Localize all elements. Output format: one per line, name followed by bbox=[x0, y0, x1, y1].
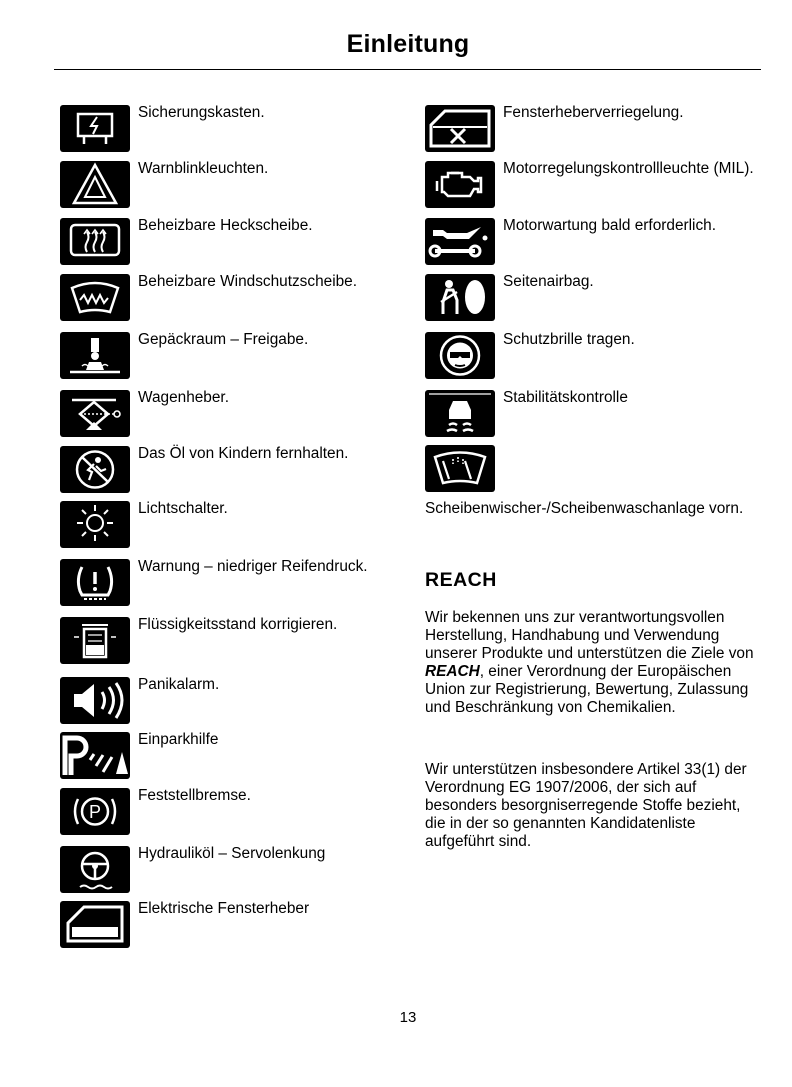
power-windows-icon bbox=[60, 901, 130, 948]
list-item bbox=[60, 901, 393, 948]
item-label: Stabilitätskontrolle bbox=[503, 389, 628, 406]
item-label: Warnblinkleuchten. bbox=[138, 160, 269, 177]
hazard-warning-icon bbox=[60, 161, 130, 208]
power-steering-fluid-icon bbox=[60, 846, 130, 893]
reach-paragraph-2: Wir unterstützen insbesondere Artikel 33(1) der Verordnung EG 1907/2006, der sich auf besonders besorgniserregende Stoffe bezieht, die in der so genannten Kandidatenliste aufgeführt sind. bbox=[425, 761, 747, 850]
item-label: Beheizbare Heckscheibe. bbox=[138, 217, 313, 234]
list-item bbox=[425, 218, 763, 265]
reach-para1-text-end: , einer Verordnung der Europäischen Union zur Registrierung, Bewertung, Zulassung und Beschränkung von Chemikalien. bbox=[425, 663, 749, 716]
list-item bbox=[425, 161, 763, 208]
list-item bbox=[60, 218, 393, 265]
list-item bbox=[425, 390, 763, 437]
engine-service-icon bbox=[425, 218, 495, 265]
svg-text:P: P bbox=[88, 802, 102, 822]
list-item bbox=[60, 161, 393, 208]
item-label: Seitenairbag. bbox=[503, 273, 594, 290]
list-item bbox=[425, 274, 763, 321]
title-divider bbox=[54, 69, 761, 70]
safety-glasses-icon bbox=[425, 332, 495, 379]
parking-brake-icon bbox=[60, 788, 130, 835]
list-item bbox=[60, 274, 393, 321]
list-item bbox=[425, 332, 763, 379]
item-label: Das Öl von Kindern fernhalten. bbox=[138, 445, 349, 462]
trunk-release-icon bbox=[60, 332, 130, 379]
list-item bbox=[60, 732, 393, 779]
list-item bbox=[60, 617, 393, 664]
list-item bbox=[60, 105, 393, 152]
item-label: Motorwartung bald erforderlich. bbox=[503, 217, 717, 234]
page-title: Einleitung bbox=[346, 30, 470, 58]
windshield-wiper-washer-icon bbox=[425, 445, 495, 492]
engine-check-icon bbox=[425, 161, 495, 208]
windshield-heater-icon bbox=[60, 274, 130, 321]
list-item bbox=[60, 677, 393, 724]
list-item bbox=[60, 846, 393, 893]
side-airbag-icon bbox=[425, 274, 495, 321]
stability-control-icon bbox=[425, 390, 495, 437]
item-label: Fensterheberverriegelung. bbox=[503, 104, 684, 121]
jack-icon bbox=[60, 390, 130, 437]
list-item bbox=[425, 445, 495, 492]
reach-heading: REACH bbox=[425, 569, 497, 591]
list-item bbox=[60, 332, 393, 379]
item-label: Panikalarm. bbox=[138, 676, 220, 693]
parking-aid-icon bbox=[60, 732, 130, 779]
item-label: Elektrische Fensterheber bbox=[138, 900, 310, 917]
reach-para1-text: Wir bekennen uns zur verantwortungsvollen Herstellung, Handhabung und Verwendung unserer Produkte und unterstützen die Ziele von bbox=[425, 609, 754, 662]
keep-away-from-children-icon bbox=[60, 446, 130, 493]
list-item bbox=[60, 501, 393, 548]
item-label: Motorregelungskontrollleuchte (MIL). bbox=[503, 160, 754, 177]
item-label: Sicherungskasten. bbox=[138, 104, 265, 121]
item-label: Schutzbrille tragen. bbox=[503, 331, 635, 348]
item-label: Einparkhilfe bbox=[138, 731, 219, 748]
low-tire-pressure-icon bbox=[60, 559, 130, 606]
item-label: Feststellbremse. bbox=[138, 787, 251, 804]
list-item bbox=[60, 446, 393, 493]
reach-emphasis: REACH bbox=[425, 663, 480, 680]
item-label: Lichtschalter. bbox=[138, 500, 228, 517]
item-label: Warnung – niedriger Reifendruck. bbox=[138, 558, 368, 575]
item-label: Hydrauliköl – Servolenkung bbox=[138, 845, 326, 862]
panic-alarm-icon bbox=[60, 677, 130, 724]
list-item bbox=[60, 788, 393, 835]
fluid-level-icon bbox=[60, 617, 130, 664]
item-label: Wagenheber. bbox=[138, 389, 229, 406]
window-lock-icon bbox=[425, 105, 495, 152]
light-switch-icon bbox=[60, 501, 130, 548]
page-number: 13 bbox=[399, 1009, 417, 1026]
reach-paragraph-1 bbox=[425, 609, 760, 717]
list-item bbox=[60, 559, 393, 606]
fuse-box-icon bbox=[60, 105, 130, 152]
item-label: Gepäckraum – Freigabe. bbox=[138, 331, 309, 348]
item-label: Flüssigkeitsstand korrigieren. bbox=[138, 616, 338, 633]
list-item bbox=[60, 390, 393, 437]
list-item bbox=[425, 105, 763, 152]
item-label: Beheizbare Windschutzscheibe. bbox=[138, 273, 358, 290]
rear-window-heater-icon bbox=[60, 218, 130, 265]
wiper-caption: Scheibenwischer-/Scheibenwaschanlage vorn. bbox=[425, 500, 744, 517]
